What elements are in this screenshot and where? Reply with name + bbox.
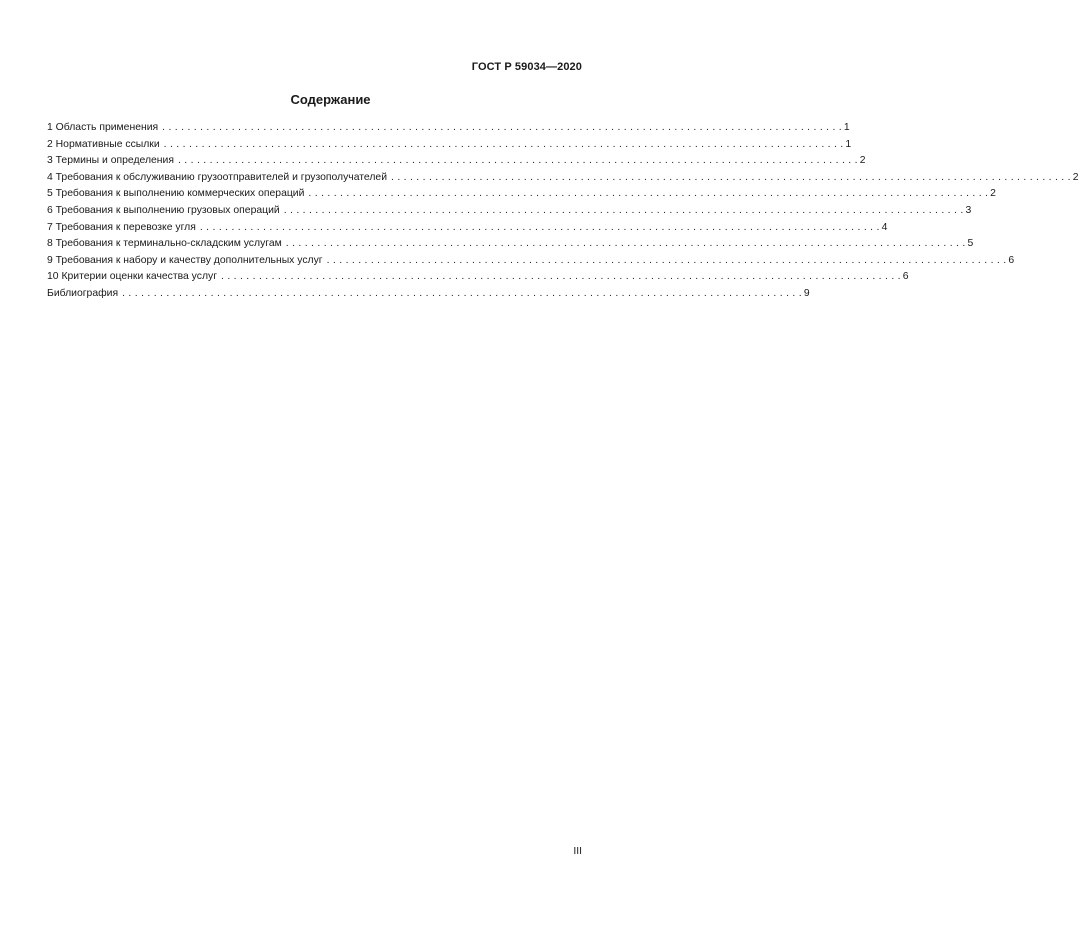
dot-leader xyxy=(284,203,964,220)
dot-leader xyxy=(308,186,988,203)
toc-item-page: 2 xyxy=(990,188,996,200)
dot-leader xyxy=(221,269,901,286)
toc-item-label: 1 Область применения xyxy=(47,122,159,133)
toc-item-page: 2 xyxy=(1072,171,1079,183)
document-code: ГОСТ Р 59034—2020 xyxy=(471,61,582,73)
toc-item-label: 6 Требования к выполнению грузовых операций xyxy=(47,204,280,216)
toc-item-page: 4 xyxy=(881,221,888,233)
toc-item-page: 1 xyxy=(845,138,852,150)
toc-item-label: 7 Требования к перевозке угля xyxy=(47,221,196,233)
toc-item-label: 10 Критерии оценки качества услуг xyxy=(47,271,218,283)
toc-item-quality-criteria[interactable] xyxy=(47,269,909,286)
toc-item-page: 6 xyxy=(902,271,909,283)
toc-item-normative-references[interactable] xyxy=(47,137,852,154)
toc-item-cargo-operations[interactable] xyxy=(47,203,972,220)
toc-item-terms-definitions[interactable] xyxy=(47,153,866,170)
dot-leader xyxy=(178,153,858,170)
toc-item-page: 9 xyxy=(803,287,810,299)
toc-item-shipper-service[interactable] xyxy=(47,170,1079,187)
dot-leader xyxy=(200,220,880,237)
toc-item-label: 9 Требования к набору и качеству дополнительных услуг xyxy=(47,254,323,266)
dot-leader xyxy=(391,170,1071,187)
toc-item-additional-services[interactable] xyxy=(47,253,1015,270)
toc-item-page: 5 xyxy=(967,238,974,250)
toc-item-scope[interactable] xyxy=(47,120,850,137)
toc-item-label: 2 Нормативные ссылки xyxy=(47,138,160,150)
toc-item-page: 2 xyxy=(859,155,866,167)
dot-leader xyxy=(122,286,802,303)
toc-item-label: 4 Требования к обслуживанию грузоотправителей и грузополучателей xyxy=(47,171,387,183)
toc-item-label: Библиография xyxy=(47,287,119,299)
toc-item-commercial-operations[interactable] xyxy=(47,186,996,203)
toc-item-label: 3 Термины и определения xyxy=(47,155,174,167)
toc-item-page: 1 xyxy=(843,122,850,133)
dot-leader xyxy=(162,120,842,137)
dot-leader xyxy=(327,253,1007,270)
toc-item-coal-transport[interactable] xyxy=(47,220,888,237)
table-of-contents xyxy=(47,120,1079,303)
toc-item-page: 6 xyxy=(1008,254,1015,266)
dot-leader xyxy=(286,236,966,253)
dot-leader xyxy=(164,137,844,154)
toc-item-terminal-services[interactable] xyxy=(47,236,974,253)
toc-title: Содержание xyxy=(290,92,371,107)
toc-item-label: 8 Требования к терминально-складским услугам xyxy=(47,238,282,250)
page-number: III xyxy=(573,846,582,857)
toc-item-label: 5 Требования к выполнению коммерческих операций xyxy=(47,188,305,200)
toc-item-bibliography[interactable] xyxy=(47,286,810,303)
toc-item-page: 3 xyxy=(965,204,972,216)
